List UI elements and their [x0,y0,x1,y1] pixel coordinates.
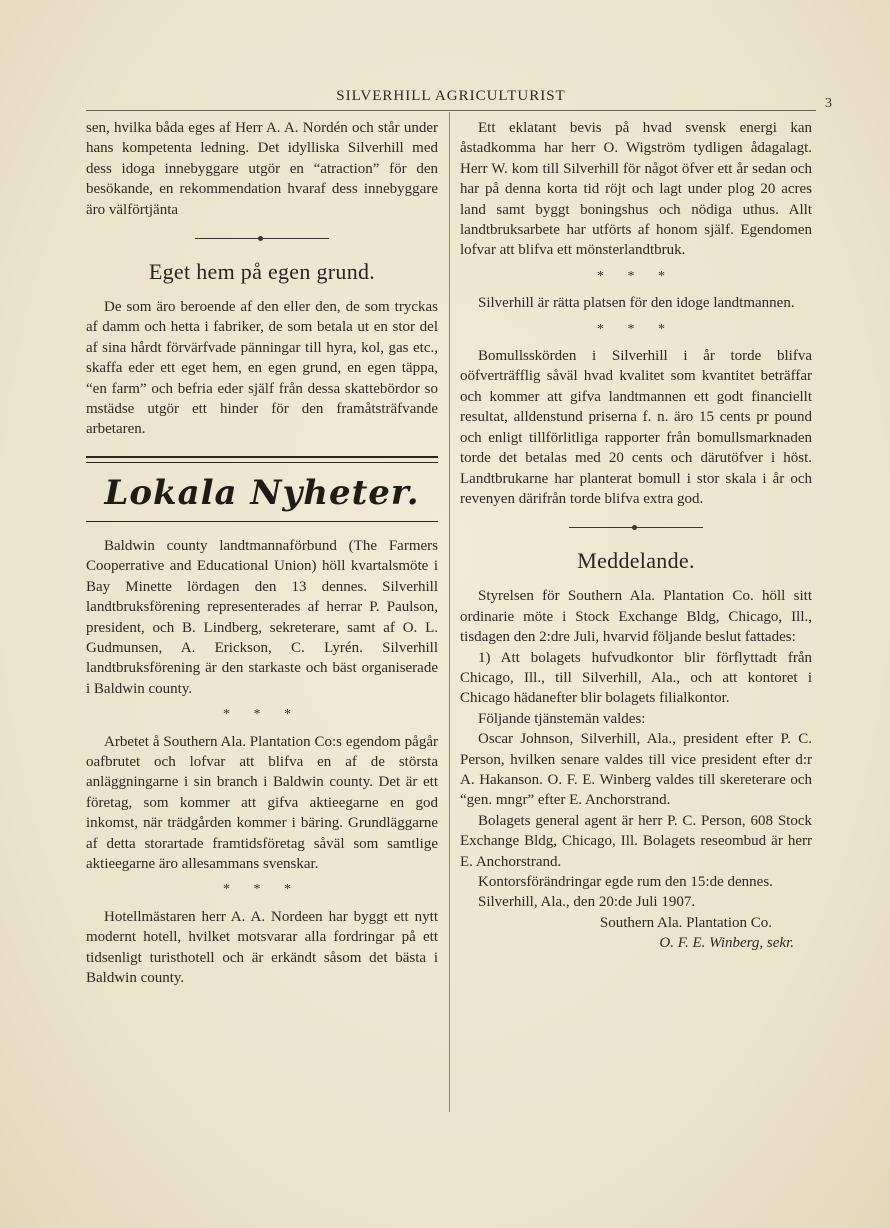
notice-paragraph-1: Styrelsen för Southern Ala. Plantation Co. höll sitt ordinarie möte i Stock Exchange Bldg, Chicago, Ill., tisdagen den 2:dre Juli, hvarvid följande beslut fattades: [460,588,812,646]
masthead-title: Lokala Nyheter. [104,472,420,513]
ornament-divider [195,238,329,239]
section-stars: * * * [223,707,301,723]
section-stars: * * * [223,882,301,898]
page-header [86,88,832,111]
news-item-cotton: Bomullsskörden i Silverhill i år torde blifva oöfverträfflig såväl hvad kvalitet som kvantitet beträffar och kommer att gifva landtmannen ett godt financiellt resultat, alldenstund priserna f. n. äro 15 cents pr pound och enligt tillförlitliga rapporter från bomullsmarknaden torde det betalas med 20 cents och därutöfver i höst. Landtbrukarne har planterat bomull i stor skala i år och revenyen därifrån torde blifva extra god. [460,348,812,507]
news-item-hotel: Hotellmästaren herr A. A. Nordeen har byggt ett nytt modernt hotell, hvilket motsvarar alla fordringar på ett tidsenligt turisthotell och är erkändt såsom det bästa i Baldwin county. [86,908,438,986]
notice-dateline: Silverhill, Ala., den 20:de Juli 1907. [478,894,696,911]
notice-signature: O. F. E. Winberg, sekr. [659,935,794,952]
news-item-baldwin: Baldwin county landtmannaförbund (The Farmers Cooperrative and Educational Union) höll kvartalsmöte i Bay Minette lördagen den 13 dennes. Silverhill landtbruksförening representerades af herrar P. Paulson, president, och B. Lindberg, sekreterare, samt af O. L. Gudmunsen, A. Erickson, C. Lyrén. Silverhill landtbruksförening är den starkaste och bäst organiserade i Baldwin county. [86,537,438,697]
running-head: SILVERHILL AGRICULTURIST [336,88,566,104]
column-divider [449,112,450,1112]
lokala-nyheter-masthead [86,456,438,522]
news-item-plantation: Arbetet å Southern Ala. Plantation Co:s egendom pågår oafbrutet och lofvar att blifva en af de största anläggningarne i sin branch i Baldwin county. Det är ett företag, som kommer att gifva aktieegarne en god inkomst, när trädgården kommer i bäring. Grundläggarne af detta storartade framtidsföretag såväl som samtlige aktieegarne äro allesammans svenskar. [86,733,438,872]
section-stars: * * * [597,321,675,337]
ornament-divider [569,527,703,528]
notice-company: Southern Ala. Plantation Co. [599,914,772,931]
left-column [86,118,438,988]
right-column [460,118,812,954]
news-item-silverhill: Silverhill är rätta platsen för den idoge landtmannen. [478,295,795,312]
notice-paragraph-4: Oscar Johnson, Silverhill, Ala., president efter P. C. Person, hvilken senare valdes till vice president efter d:r A. Hakanson. O. F. E. Winberg valdes till skereterare och “gen. mngr” efter E. Anchorstrand. [460,731,812,809]
notice-paragraph-2: 1) Att bolagets hufvudkontor blir förflyttadt från Chicago, Ill., till Silverhill, Ala., och att kontoret i Chicago hädanefter blir bolagets filialkontor. [460,649,812,707]
news-item-wigstrom: Ett eklatant bevis på hvad svensk energi kan åstadkomma har herr O. Wigström tydligen ådagalagt. Herr W. kom till Silverhill för något öfver ett år sedan och har på denna korta tid röjt och lagt under plog 20 acres land samt byggt boningshus och nödiga uthus. Allt landtbruksarbete har utförts af honom själf. Egendomen lofvar att blifva ett mönsterlandtbruk. [460,120,812,259]
page-number: 3 [825,96,832,111]
notice-paragraph-3: Följande tjänstemän valdes: [478,710,646,727]
section-stars: * * * [597,268,675,284]
masthead-rule-bottom [86,521,438,522]
masthead-rule-top [86,456,438,463]
notice-paragraph-6: Kontorsförändringar egde rum den 15:de dennes. [478,874,773,890]
section-heading-meddelande: Meddelande. [577,548,695,574]
eget-hem-paragraph: De som äro beroende af den eller den, de som tryckas af damm och hetta i fabriker, de som betala ut en stor del af sina hårdt förvärfvade pänningar till hyra, kol, gas etc., skaffa eder ett eget hem, en egen grund, en egen täppa, “en farm” och befria eder själf från dessa skattebördor so mstädse utgör ett hinder för den framåtsträfvande arbetaren. [86,299,438,438]
section-heading-eget-hem: Eget hem på egen grund. [148,259,376,285]
intro-paragraph: sen, hvilka båda eges af Herr A. A. Nordén och står under hans kompetenta ledning. Det idylliska Silverhill med dess idoga innebyggare utgör en “atraction” för den besökande, en rekommendation hvaraf dess innebyggare äro välförtjänta [86,120,438,218]
header-rule [86,110,816,111]
notice-paragraph-5: Bolagets general agent är herr P. C. Person, 608 Stock Exchange Bldg, Chicago, Ill. Bolagets reseombud är herr E. Anchorstrand. [460,812,812,870]
